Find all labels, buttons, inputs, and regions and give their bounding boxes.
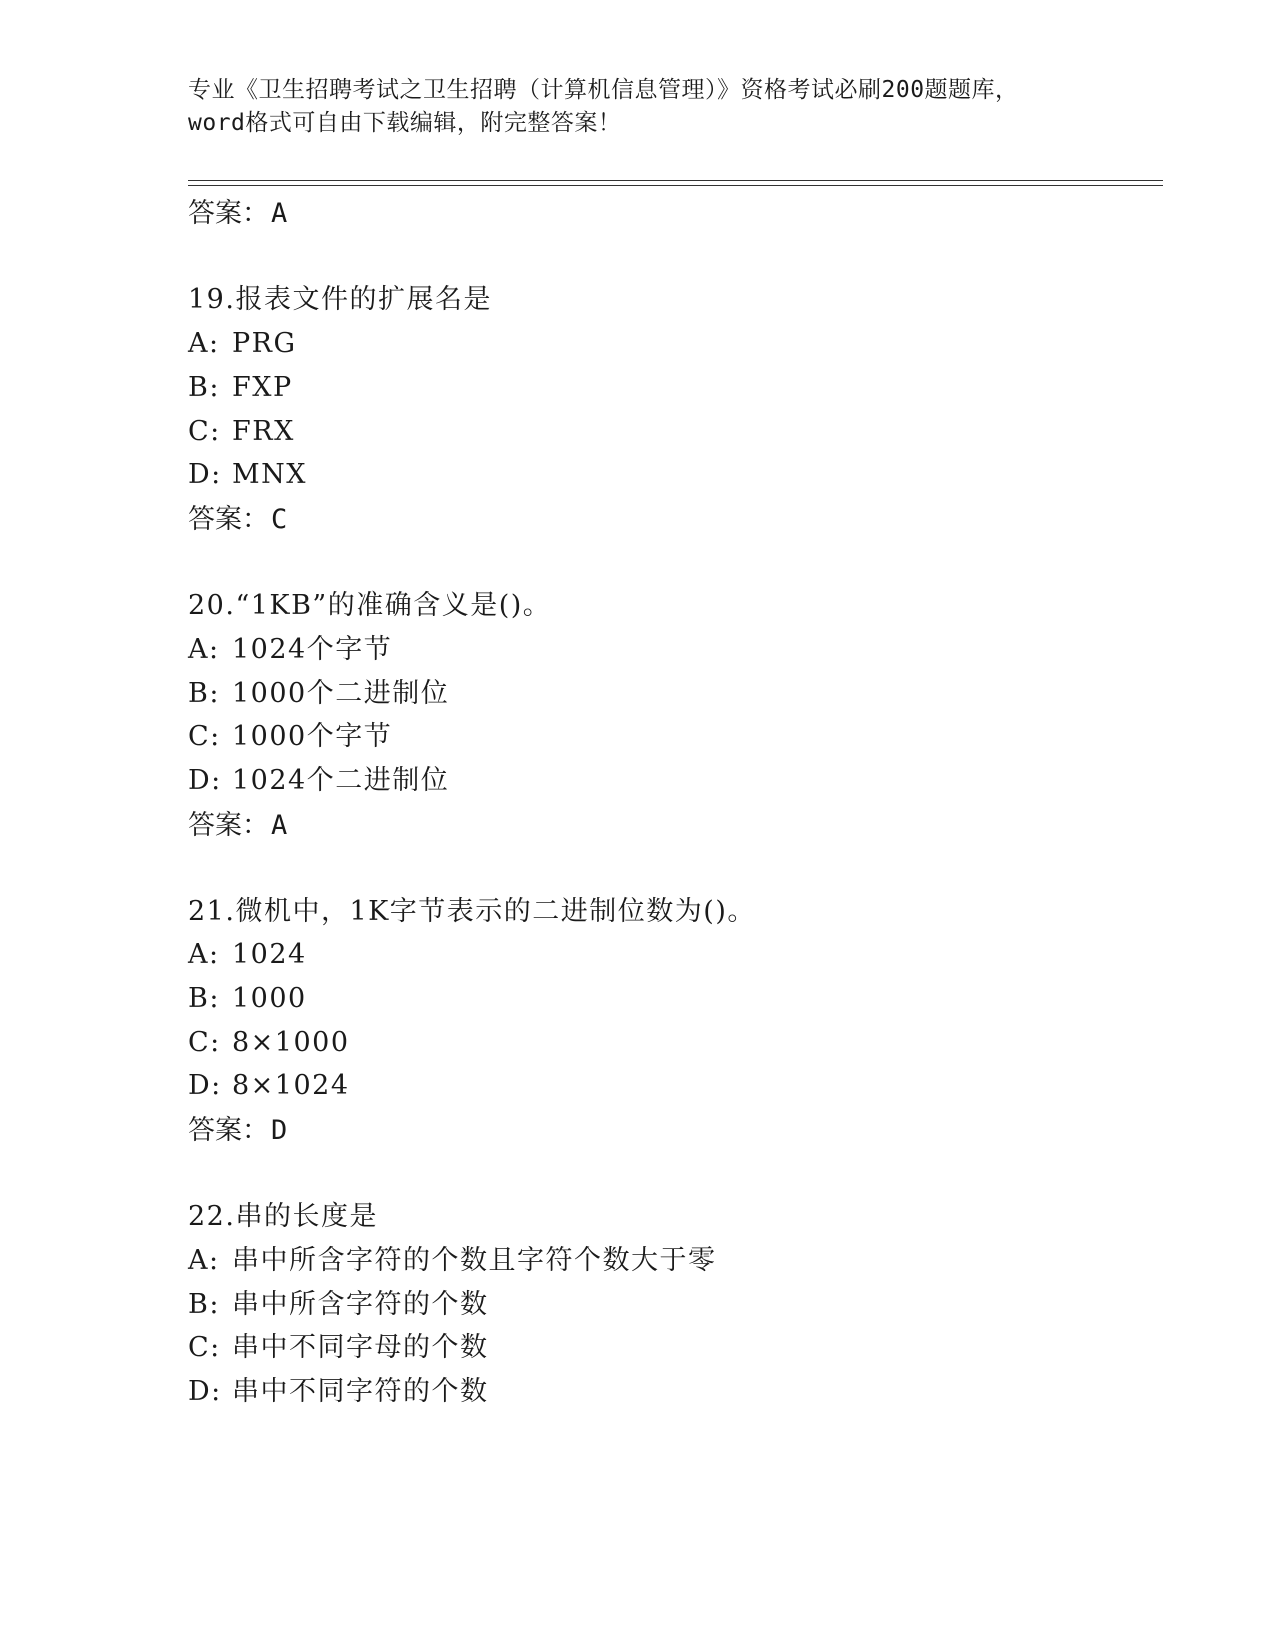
option-key: B:: [188, 372, 220, 403]
option-key: D:: [188, 459, 222, 490]
option-b: [188, 675, 449, 713]
answer-label: 答案：: [188, 504, 269, 535]
option-text: 串中所含字符的个数: [232, 1289, 489, 1320]
option-a: [188, 631, 392, 669]
option-key: C:: [188, 1332, 221, 1363]
option-a: [188, 325, 297, 363]
option-text: PRG: [232, 328, 297, 359]
answer-line: [188, 502, 287, 538]
option-text: 串中不同字母的个数: [232, 1332, 489, 1363]
document-header: [188, 74, 1088, 140]
answer-label: 答案：: [188, 1115, 269, 1146]
answer-value: A: [271, 810, 288, 841]
header-divider-bottom: [188, 185, 1163, 186]
option-c: [188, 413, 295, 451]
header-divider-top: [188, 180, 1163, 181]
option-c: [188, 718, 392, 756]
option-text: 1000个字节: [232, 721, 393, 752]
option-d: [188, 1373, 489, 1411]
option-d: [188, 456, 307, 494]
option-key: A:: [188, 1245, 220, 1276]
option-text: 8×1000: [232, 1027, 350, 1058]
answer-line: [188, 808, 287, 844]
option-c: [188, 1024, 350, 1062]
option-b: [188, 369, 293, 407]
answer-line: [188, 1113, 287, 1149]
question-stem: 22.串的长度是: [188, 1201, 378, 1232]
option-text: 8×1024: [232, 1070, 350, 1101]
option-key: A:: [188, 634, 220, 665]
question-stem: 21.微机中，1K字节表示的二进制位数为()。: [188, 896, 756, 927]
option-text: MNX: [232, 459, 307, 490]
option-key: B:: [188, 1289, 220, 1320]
option-key: C:: [188, 721, 221, 752]
option-a: [188, 936, 307, 974]
question-stem: 20.“1KB”的准确含义是()。: [188, 590, 552, 621]
option-b: [188, 1286, 489, 1324]
option-key: D:: [188, 1376, 222, 1407]
option-key: D:: [188, 1070, 222, 1101]
option-text: 1024个二进制位: [232, 765, 450, 796]
option-text: 1024个字节: [232, 634, 393, 665]
answer-label: 答案：: [188, 810, 269, 841]
answer-line: [188, 196, 287, 232]
header-line-1: 专业《卫生招聘考试之卫生招聘（计算机信息管理）》资格考试必刷200题题库，: [188, 77, 1019, 103]
option-key: C:: [188, 416, 221, 447]
option-text: FXP: [232, 372, 293, 403]
option-c: [188, 1329, 489, 1367]
option-key: C:: [188, 1027, 221, 1058]
option-text: 1000: [232, 983, 307, 1014]
answer-value: C: [271, 504, 288, 535]
option-key: A:: [188, 328, 220, 359]
option-b: [188, 980, 307, 1018]
option-key: D:: [188, 765, 222, 796]
option-text: 1000个二进制位: [232, 678, 450, 709]
answer-label: 答案：: [188, 198, 269, 229]
option-key: B:: [188, 678, 220, 709]
question-stem: 19.报表文件的扩展名是: [188, 284, 492, 315]
option-a: [188, 1242, 717, 1280]
option-d: [188, 1067, 350, 1105]
option-d: [188, 762, 449, 800]
answer-value: D: [271, 1115, 288, 1146]
option-text: 串中不同字符的个数: [232, 1376, 489, 1407]
option-key: B:: [188, 983, 220, 1014]
answer-value: A: [271, 198, 288, 229]
option-text: FRX: [232, 416, 295, 447]
option-text: 1024: [232, 939, 307, 970]
header-line-2: word格式可自由下载编辑，附完整答案！: [188, 110, 622, 136]
option-text: 串中所含字符的个数且字符个数大于零: [232, 1245, 717, 1276]
option-key: A:: [188, 939, 220, 970]
